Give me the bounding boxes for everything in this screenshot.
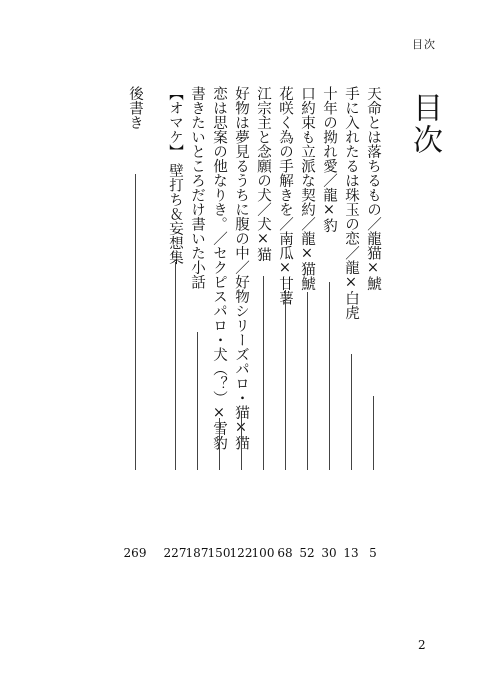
toc-title: 目次 bbox=[407, 92, 442, 156]
toc-leader-line bbox=[219, 418, 220, 470]
toc-entry[interactable] bbox=[123, 86, 147, 560]
toc-leader-line bbox=[329, 282, 330, 470]
toc-entry[interactable] bbox=[185, 86, 209, 560]
toc-entry-title: 好物は夢見るうちに腹の中／好物シリーズパロ・猫×猫 bbox=[233, 86, 249, 450]
toc-entry-page: 150 bbox=[207, 546, 231, 560]
toc-leader-line bbox=[285, 290, 286, 470]
toc-entry[interactable] bbox=[163, 86, 187, 560]
toc-entry-page: 52 bbox=[299, 546, 315, 560]
toc-entry[interactable] bbox=[251, 86, 275, 560]
toc-leader-line bbox=[175, 262, 176, 470]
toc-entry-title: 恋は思案の他なりき。／セクピスパロ・犬（？）×雪豹 bbox=[211, 86, 227, 450]
page-number: 2 bbox=[418, 638, 426, 652]
toc-entry[interactable] bbox=[274, 86, 296, 560]
toc-entry[interactable] bbox=[296, 86, 318, 560]
toc-entry-page: 30 bbox=[321, 546, 337, 560]
toc-entry[interactable] bbox=[207, 86, 231, 560]
toc-entry-title: 花咲く為の手解きを／南瓜×甘薯 bbox=[277, 86, 293, 305]
toc-entry[interactable] bbox=[340, 86, 362, 560]
toc-leader-line bbox=[135, 174, 136, 470]
toc-entry-page: 68 bbox=[277, 546, 293, 560]
toc-leader-line bbox=[197, 332, 198, 470]
toc-entry-title: 【オマケ】 壁打ち＆妄想集 bbox=[167, 86, 183, 265]
running-head: 目次 bbox=[412, 38, 436, 51]
toc-entry-page: 122 bbox=[229, 546, 253, 560]
toc-entry-page: 227 bbox=[163, 546, 187, 560]
toc-entry-title: 手に入れたるは珠玉の恋／龍×白虎 bbox=[343, 86, 359, 320]
toc-entry-title: 後書き bbox=[127, 86, 143, 130]
toc-leader-line bbox=[241, 418, 242, 470]
toc-leader-line bbox=[307, 292, 308, 470]
toc-entry-title: 口約束も立派な契約／龍×猫鯱 bbox=[299, 86, 315, 291]
toc-entry-page: 5 bbox=[369, 546, 377, 560]
toc-entry-title: 江宗主と念願の犬／犬×猫 bbox=[255, 86, 271, 262]
toc-leader-line bbox=[263, 276, 264, 470]
toc-entry-title: 書きたいところだけ書いた小話 bbox=[189, 86, 205, 289]
toc-entry-page: 269 bbox=[123, 546, 147, 560]
toc-entry[interactable] bbox=[229, 86, 253, 560]
toc-entry-page: 100 bbox=[251, 546, 275, 560]
toc-leader-line bbox=[351, 354, 352, 470]
toc-entry-title: 十年の拗れ愛／龍×豹 bbox=[321, 86, 337, 233]
toc-entry[interactable] bbox=[362, 86, 384, 560]
toc-entry-page: 187 bbox=[185, 546, 209, 560]
toc-entry[interactable] bbox=[318, 86, 340, 560]
toc-leader-line bbox=[373, 396, 374, 470]
toc-entry-page: 13 bbox=[343, 546, 359, 560]
toc-entry-title: 天命とは落ちるもの／龍猫×鯱 bbox=[365, 86, 381, 291]
